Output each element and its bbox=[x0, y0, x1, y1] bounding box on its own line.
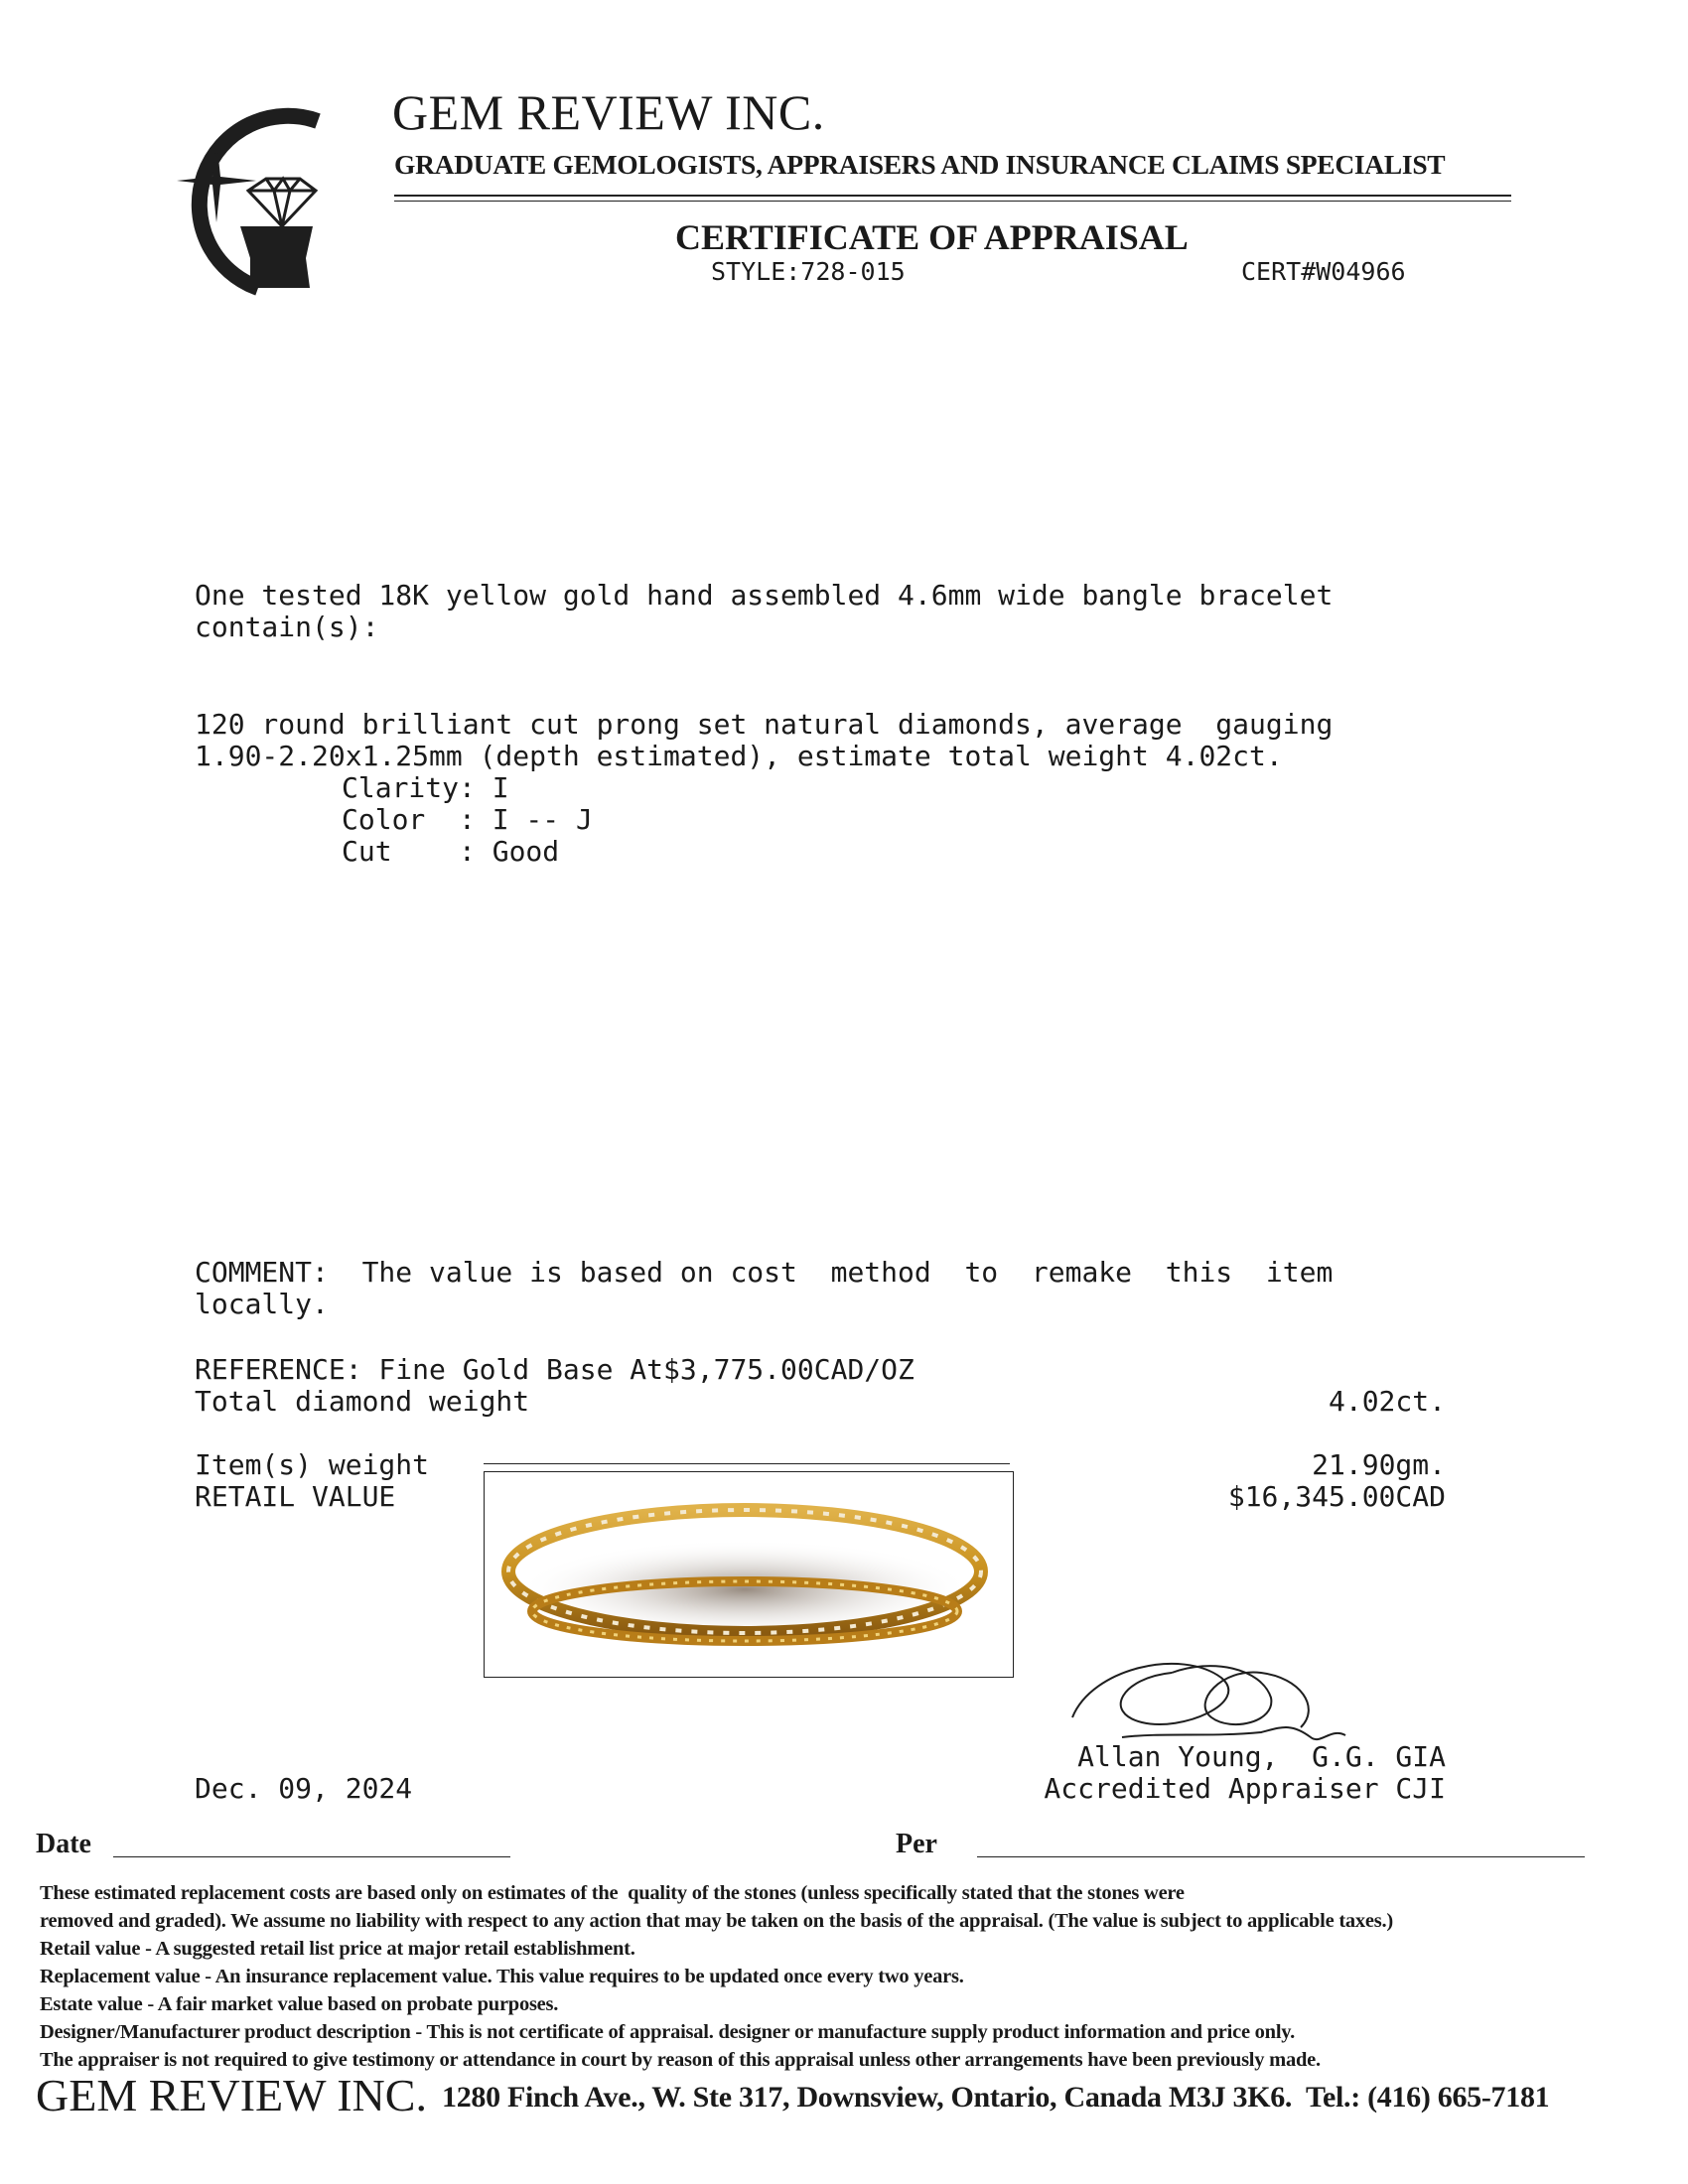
comment-text: COMMENT: The value is based on cost method to remake this item bbox=[195, 1256, 1334, 1289]
retail-value: $16,345.00CAD bbox=[1227, 1480, 1446, 1513]
header-divider bbox=[394, 201, 1511, 202]
diamond-description: 1.90-2.20x1.25mm (depth estimated), estimate total weight 4.02ct. bbox=[195, 740, 1283, 772]
style-number: STYLE:728-015 bbox=[711, 257, 906, 286]
bracelet-image bbox=[485, 1472, 1013, 1677]
disclaimer-line: The appraiser is not required to give testimony or attendance in court by reason of this appraisal unless other arrangements have been previously made. bbox=[40, 2049, 1321, 2071]
total-weight-label: Total diamond weight bbox=[195, 1385, 530, 1418]
total-weight-value: 4.02ct. bbox=[1328, 1385, 1446, 1418]
item-weight-label: Item(s) weight bbox=[195, 1448, 430, 1481]
item-description: contain(s): bbox=[195, 611, 379, 643]
footer-company-name: GEM REVIEW INC. bbox=[36, 2070, 427, 2120]
company-name: GEM REVIEW INC. bbox=[392, 84, 825, 140]
document-title: CERTIFICATE OF APPRAISAL bbox=[675, 217, 1189, 257]
disclaimer-line: Designer/Manufacturer product description - This is not certificate of appraisal. designer or manufacture supply product information and price only. bbox=[40, 2021, 1296, 2043]
cert-number: CERT#W04966 bbox=[1241, 257, 1406, 286]
clarity-grade: Clarity: I bbox=[342, 771, 509, 804]
retail-value-label: RETAIL VALUE bbox=[195, 1480, 396, 1513]
diamond-description: 120 round brilliant cut prong set natural diamonds, average gauging bbox=[195, 708, 1334, 741]
company-tagline: GRADUATE GEMOLOGISTS, APPRAISERS AND INSURANCE CLAIMS SPECIALIST bbox=[394, 149, 1446, 180]
appraiser-name: Allan Young, G.G. GIA bbox=[1077, 1740, 1446, 1773]
disclaimer-line: Retail value - A suggested retail list price at major retail establishment. bbox=[40, 1938, 635, 1960]
disclaimer-line: Estate value - A fair market value based on probate purposes. bbox=[40, 1993, 559, 2015]
date-signature-line bbox=[113, 1856, 510, 1857]
per-signature-line bbox=[977, 1856, 1585, 1857]
bracelet-photo bbox=[484, 1471, 1014, 1678]
item-weight-value: 21.90gm. bbox=[1312, 1448, 1446, 1481]
item-description: One tested 18K yellow gold hand assembled 4.6mm wide bangle bracelet bbox=[195, 579, 1334, 612]
cut-grade: Cut : Good bbox=[342, 835, 560, 868]
reference-gold-base: REFERENCE: Fine Gold Base At$3,775.00CAD/OZ bbox=[195, 1353, 914, 1386]
appraiser-title: Accredited Appraiser CJI bbox=[1044, 1772, 1446, 1805]
disclaimer-line: Replacement value - An insurance replacement value. This value requires to be updated once every two years. bbox=[40, 1966, 964, 1987]
per-label: Per bbox=[896, 1829, 937, 1859]
photo-divider bbox=[484, 1463, 1010, 1464]
disclaimer-line: These estimated replacement costs are based only on estimates of the quality of the stones (unless specifically stated that the stones were bbox=[40, 1882, 1185, 1904]
appraisal-date: Dec. 09, 2024 bbox=[195, 1772, 413, 1805]
disclaimer-line: removed and graded). We assume no liability with respect to any action that may be taken on the basis of the appraisal. (The value is subject to applicable taxes.) bbox=[40, 1910, 1393, 1932]
color-grade: Color : I -- J bbox=[342, 803, 593, 836]
comment-text: locally. bbox=[195, 1288, 329, 1320]
diamond-star-logo-icon bbox=[139, 99, 338, 298]
footer-address: 1280 Finch Ave., W. Ste 317, Downsview, Ontario, Canada M3J 3K6. Tel.: (416) 665-7181 bbox=[442, 2081, 1550, 2114]
header-divider bbox=[394, 195, 1511, 197]
date-label: Date bbox=[36, 1829, 91, 1859]
appraiser-signature bbox=[1062, 1628, 1370, 1757]
